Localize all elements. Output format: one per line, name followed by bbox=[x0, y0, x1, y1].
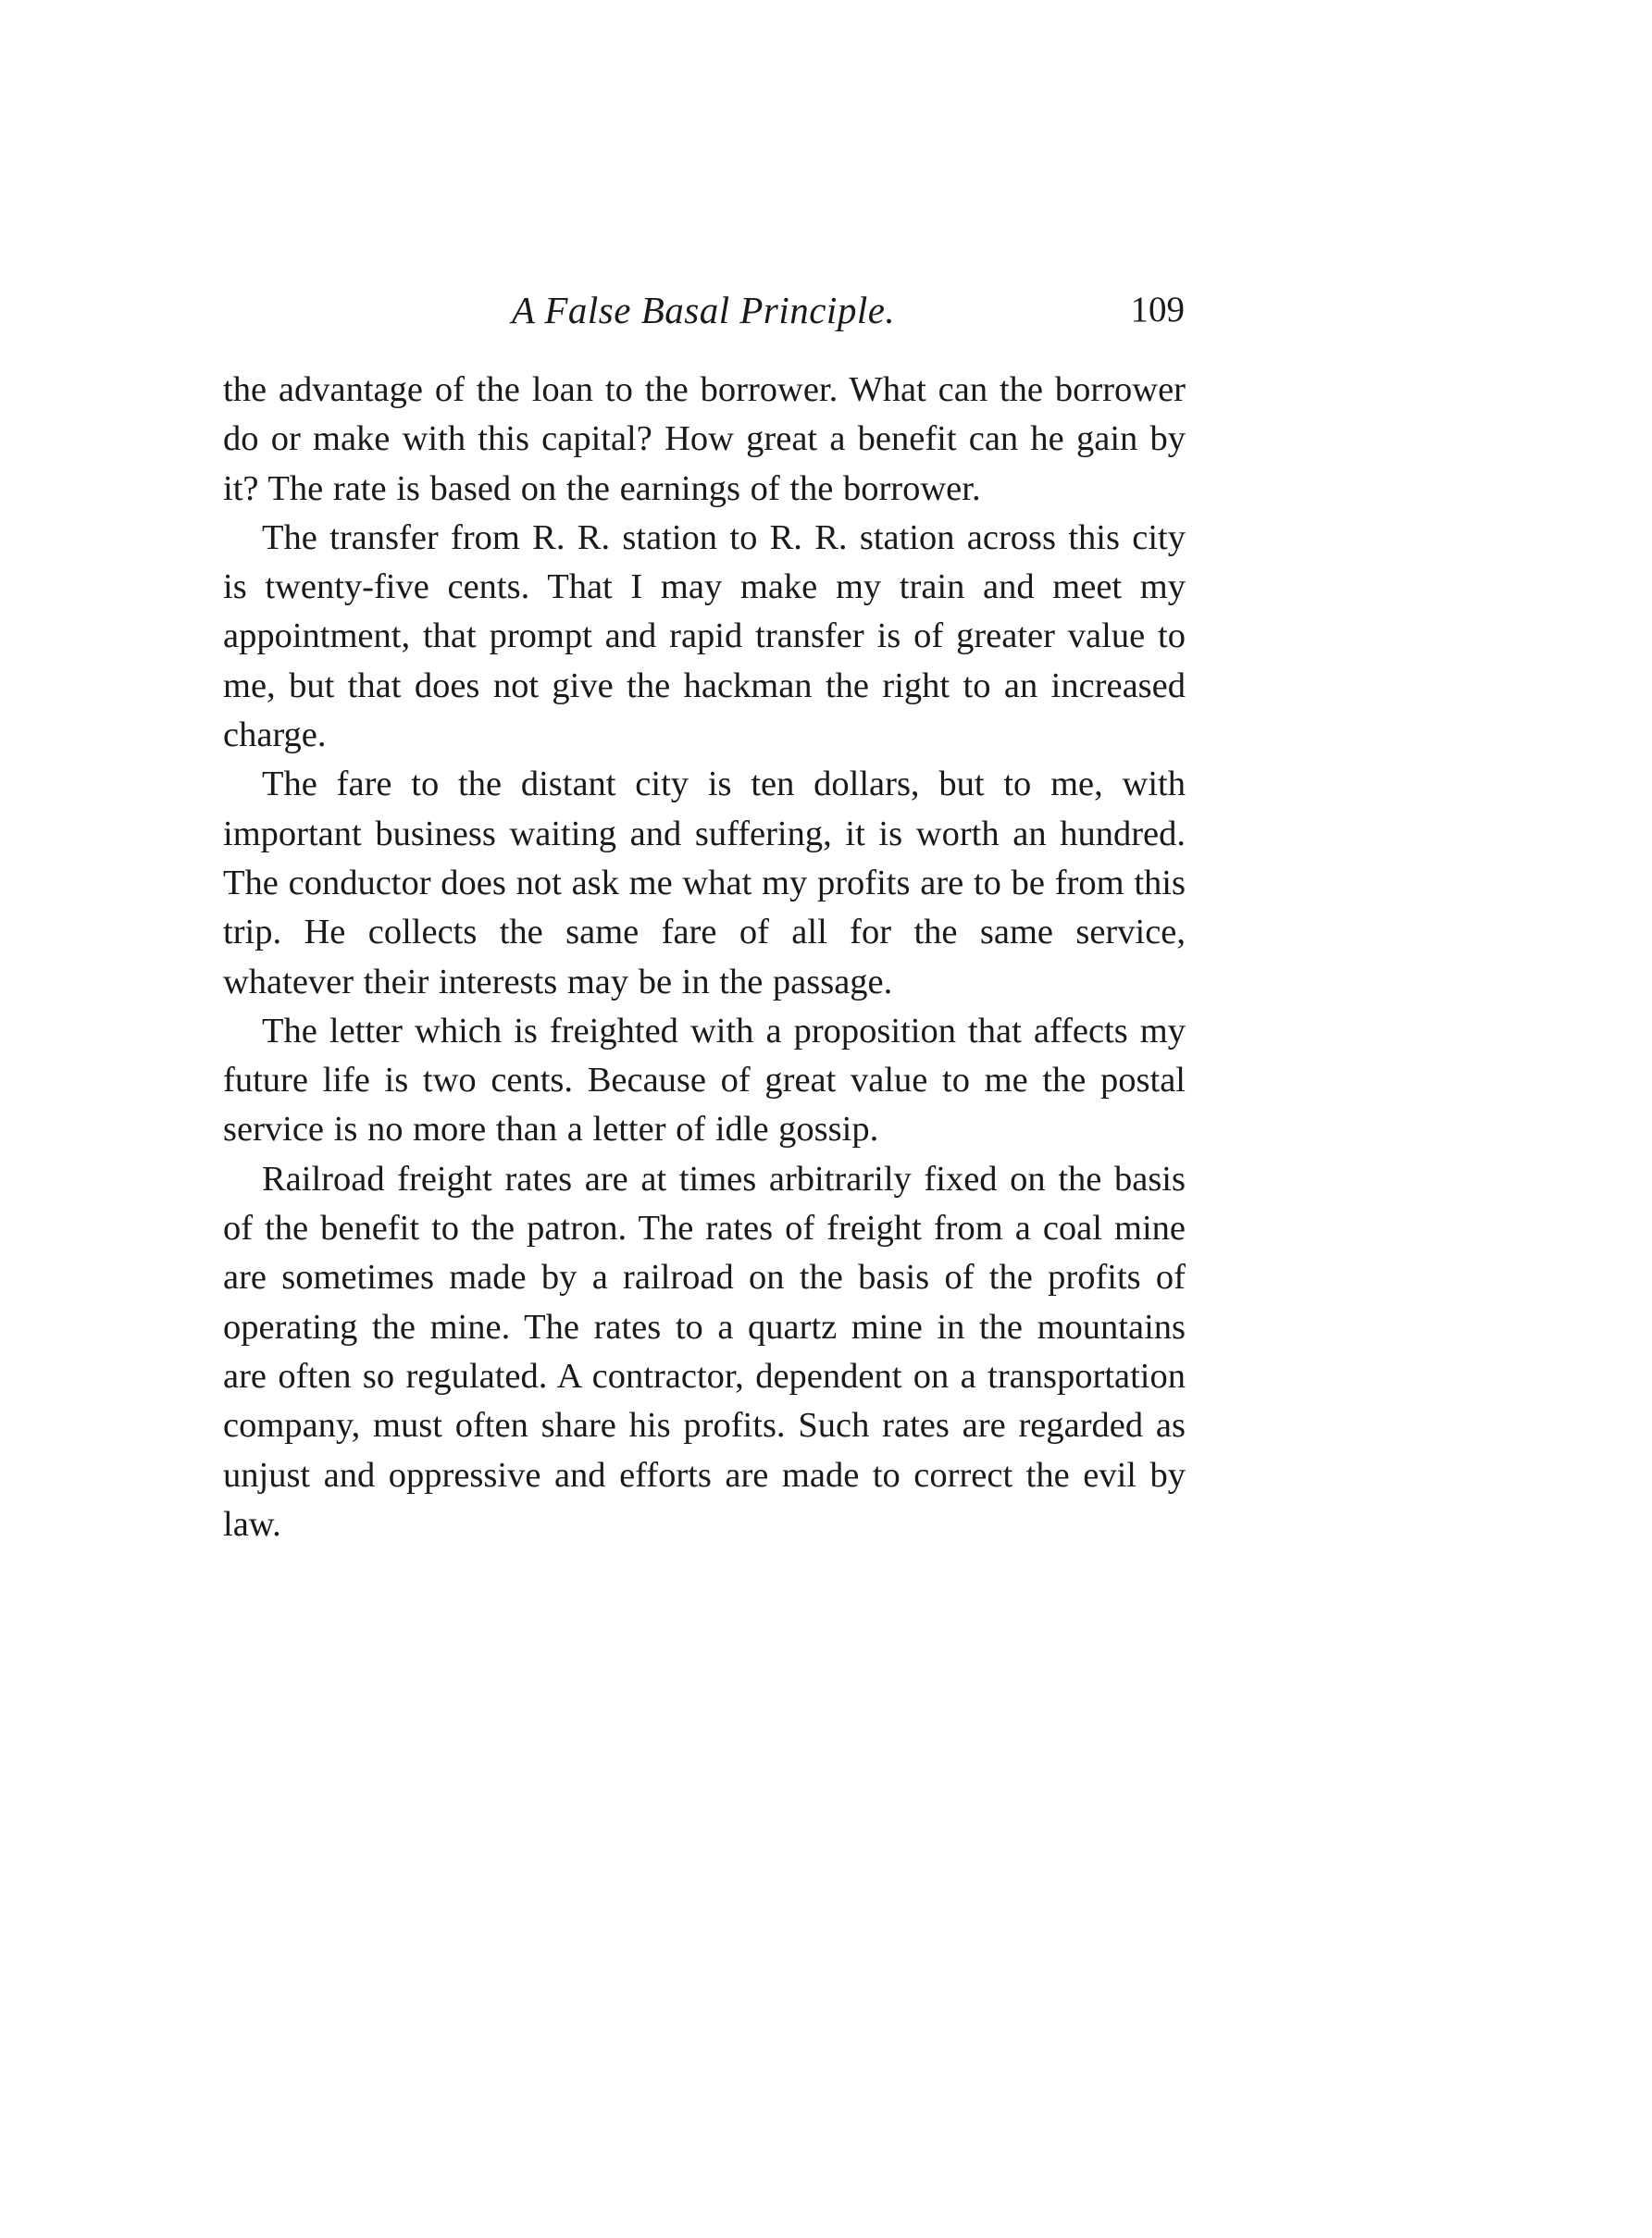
paragraph-continued: the advantage of the loan to the borrower. What can the borrower do or make with this capital? How great a benefit can he gain by it? The rate is based on the earnings of the borrower. bbox=[223, 370, 1186, 508]
running-title: A False Basal Principle. bbox=[511, 289, 896, 331]
page-number: 109 bbox=[1130, 290, 1185, 329]
running-head bbox=[222, 278, 1185, 342]
paragraph-letter: The letter which is freighted with a proposition that affects my future life is two cents. Because of great value to me the postal service is no more than a letter of idle gossip. bbox=[223, 1011, 1186, 1150]
paragraph-transfer: The transfer from R. R. station to R. R. station across this city is twenty-five cents. That I may make my train and meet my appointment, that prompt and rapid transfer is of greater value to me, but that does not give the hackman the right to an increased charge. bbox=[223, 517, 1186, 755]
paragraph-freight-rates: Railroad freight rates are at times arbitrarily fixed on the basis of the benefit to the patron. The rates of freight from a coal mine are sometimes made by a railroad on the basis of the profits of operating the mine. The rates to a quartz mine in the mountains are often so regulated. A contractor, dependent on a transportation company, must often share his profits. Such rates are regarded as unjust and oppressive and efforts are made to correct the evil by law. bbox=[223, 1159, 1186, 1544]
body-text bbox=[223, 366, 1186, 1549]
paragraph-fare: The fare to the distant city is ten dollars, but to me, with important business waiting and suffering, it is worth an hundred. The conductor does not ask me what my profits are to be from this trip. He collects the same fare of all for the same service, whatever their interests may be in the passage. bbox=[223, 765, 1186, 1001]
